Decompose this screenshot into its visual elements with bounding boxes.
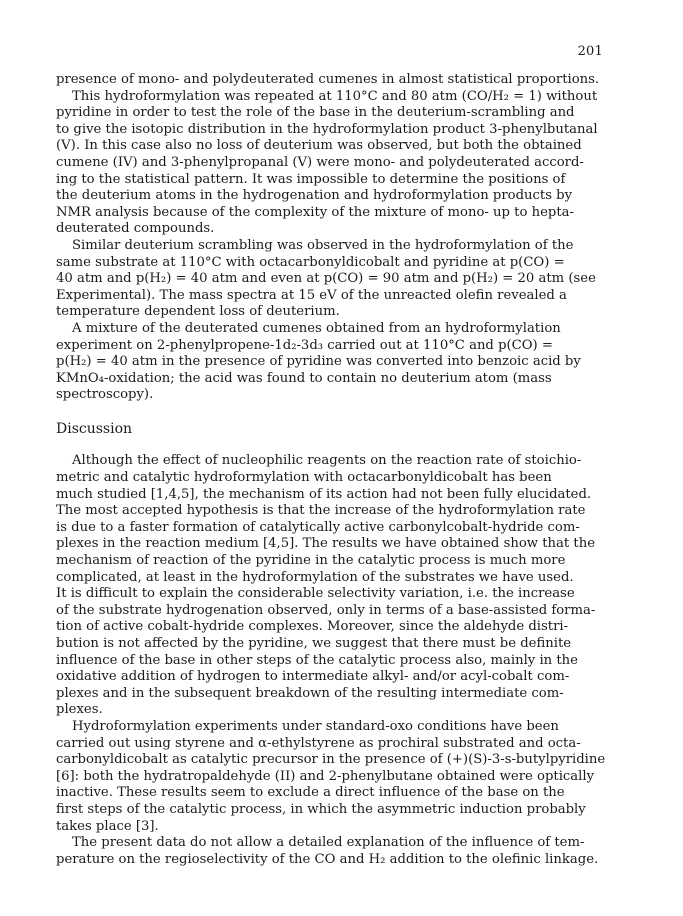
text-line: temperature dependent loss of deuterium. xyxy=(56,304,340,320)
text-line: ing to the statistical pattern. It was impossible to determine the positions of xyxy=(56,171,566,187)
text-line: first steps of the catalytic process, in which the asymmetric induction probably xyxy=(56,801,586,817)
text-line: tion of active cobalt-hydride complexes. Moreover, since the aldehyde distri- xyxy=(56,619,569,635)
text-line: the deuterium atoms in the hydrogenation and hydroformylation products by xyxy=(56,188,573,204)
text-line: Although the effect of nucleophilic reagents on the reaction rate of stoichio- xyxy=(72,453,582,469)
text-line: bution is not affected by the pyridine, we suggest that there must be definite xyxy=(56,636,572,651)
text-line: plexes in the reaction medium [4,5]. The results we have obtained show that the xyxy=(56,536,595,552)
text-line: same substrate at 110°C with octacarbonyldicobalt and pyridine at p(CO) = xyxy=(56,254,565,270)
text-line: Hydroformylation experiments under standard-oxo conditions have been xyxy=(72,718,559,734)
text-line: complicated, at least in the hydroformylation of the substrates we have used. xyxy=(56,569,574,585)
text-line: The most accepted hypothesis is that the increase of the hydroformylation rate xyxy=(56,503,586,519)
text-line: perature on the regioselectivity of the CO and H₂ addition to the olefinic linkage. xyxy=(56,851,599,867)
text-line: [6]: both the hydratropaldehyde (II) and 2-phenylbutane obtained were optically xyxy=(56,768,595,784)
text-line: Similar deuterium scrambling was observed in the hydroformylation of the xyxy=(72,237,574,253)
results-section xyxy=(56,72,622,404)
text-line: plexes. xyxy=(56,702,103,718)
text-line: p(H₂) = 40 atm in the presence of pyridine was converted into benzoic acid by xyxy=(56,354,581,370)
discussion-section xyxy=(56,453,622,868)
text-line: cumene (IV) and 3-phenylpropanal (V) were mono- and polydeuterated accord- xyxy=(56,154,584,170)
text-line: Experimental). The mass spectra at 15 eV of the unreacted olefin revealed a xyxy=(56,287,567,303)
text-line: NMR analysis because of the complexity of the mixture of mono- up to hepta- xyxy=(56,204,574,220)
section-heading-discussion: Discussion xyxy=(56,420,133,437)
text-line: (V). In this case also no loss of deuterium was observed, but both the obtained xyxy=(56,138,582,154)
text-line: to give the isotopic distribution in the hydroformylation product 3-phenylbutanal xyxy=(56,121,598,137)
text-line: The present data do not allow a detailed explanation of the influence of tem- xyxy=(72,835,585,851)
text-line: metric and catalytic hydroformylation with octacarbonyldicobalt has been xyxy=(56,470,552,486)
text-line: pyridine in order to test the role of the base in the deuterium-scrambling and xyxy=(56,105,575,121)
text-line: carbonyldicobalt as catalytic precursor in the presence of (+)(S)-3-s-butylpyridine xyxy=(56,752,606,768)
text-line: KMnO₄-oxidation; the acid was found to contain no deuterium atom (mass xyxy=(56,370,552,386)
text-line: oxidative addition of hydrogen to intermediate alkyl- and/or acyl-cobalt com- xyxy=(56,669,570,685)
text-line: 40 atm and p(H₂) = 40 atm and even at p(CO) = 90 atm and p(H₂) = 20 atm (see xyxy=(56,271,596,287)
text-line: presence of mono- and polydeuterated cumenes in almost statistical proportions. xyxy=(56,72,600,87)
text-line: mechanism of reaction of the pyridine in the catalytic process is much more xyxy=(56,553,566,569)
text-line: A mixture of the deuterated cumenes obtained from an hydroformylation xyxy=(72,320,561,336)
text-line: of the substrate hydrogenation observed, only in terms of a base-assisted forma- xyxy=(56,602,596,618)
text-line: plexes and in the subsequent breakdown of the resulting intermediate com- xyxy=(56,685,564,701)
text-line: spectroscopy). xyxy=(56,387,154,403)
text-line: takes place [3]. xyxy=(56,818,159,834)
page-number: 201 xyxy=(577,44,603,59)
body-text xyxy=(56,72,622,868)
text-line: inactive. These results seem to exclude a direct influence of the base on the xyxy=(56,785,565,801)
text-line: much studied [1,4,5], the mechanism of its action had not been fully elucidated. xyxy=(56,486,592,502)
text-line: carried out using styrene and α-ethylstyrene as prochiral substrated and octa- xyxy=(56,735,581,751)
text-line: experiment on 2-phenylpropene-1d₂-3d₃ carried out at 110°C and p(CO) = xyxy=(56,337,553,353)
text-line: It is difficult to explain the considerable selectivity variation, i.e. the increase xyxy=(56,586,575,602)
text-line: influence of the base in other steps of the catalytic process also, mainly in the xyxy=(56,652,578,668)
text-line: This hydroformylation was repeated at 110°C and 80 atm (CO/H₂ = 1) without xyxy=(72,88,598,104)
text-line: deuterated compounds. xyxy=(56,221,215,237)
text-line: is due to a faster formation of catalytically active carbonylcobalt-hydride com- xyxy=(56,519,580,535)
